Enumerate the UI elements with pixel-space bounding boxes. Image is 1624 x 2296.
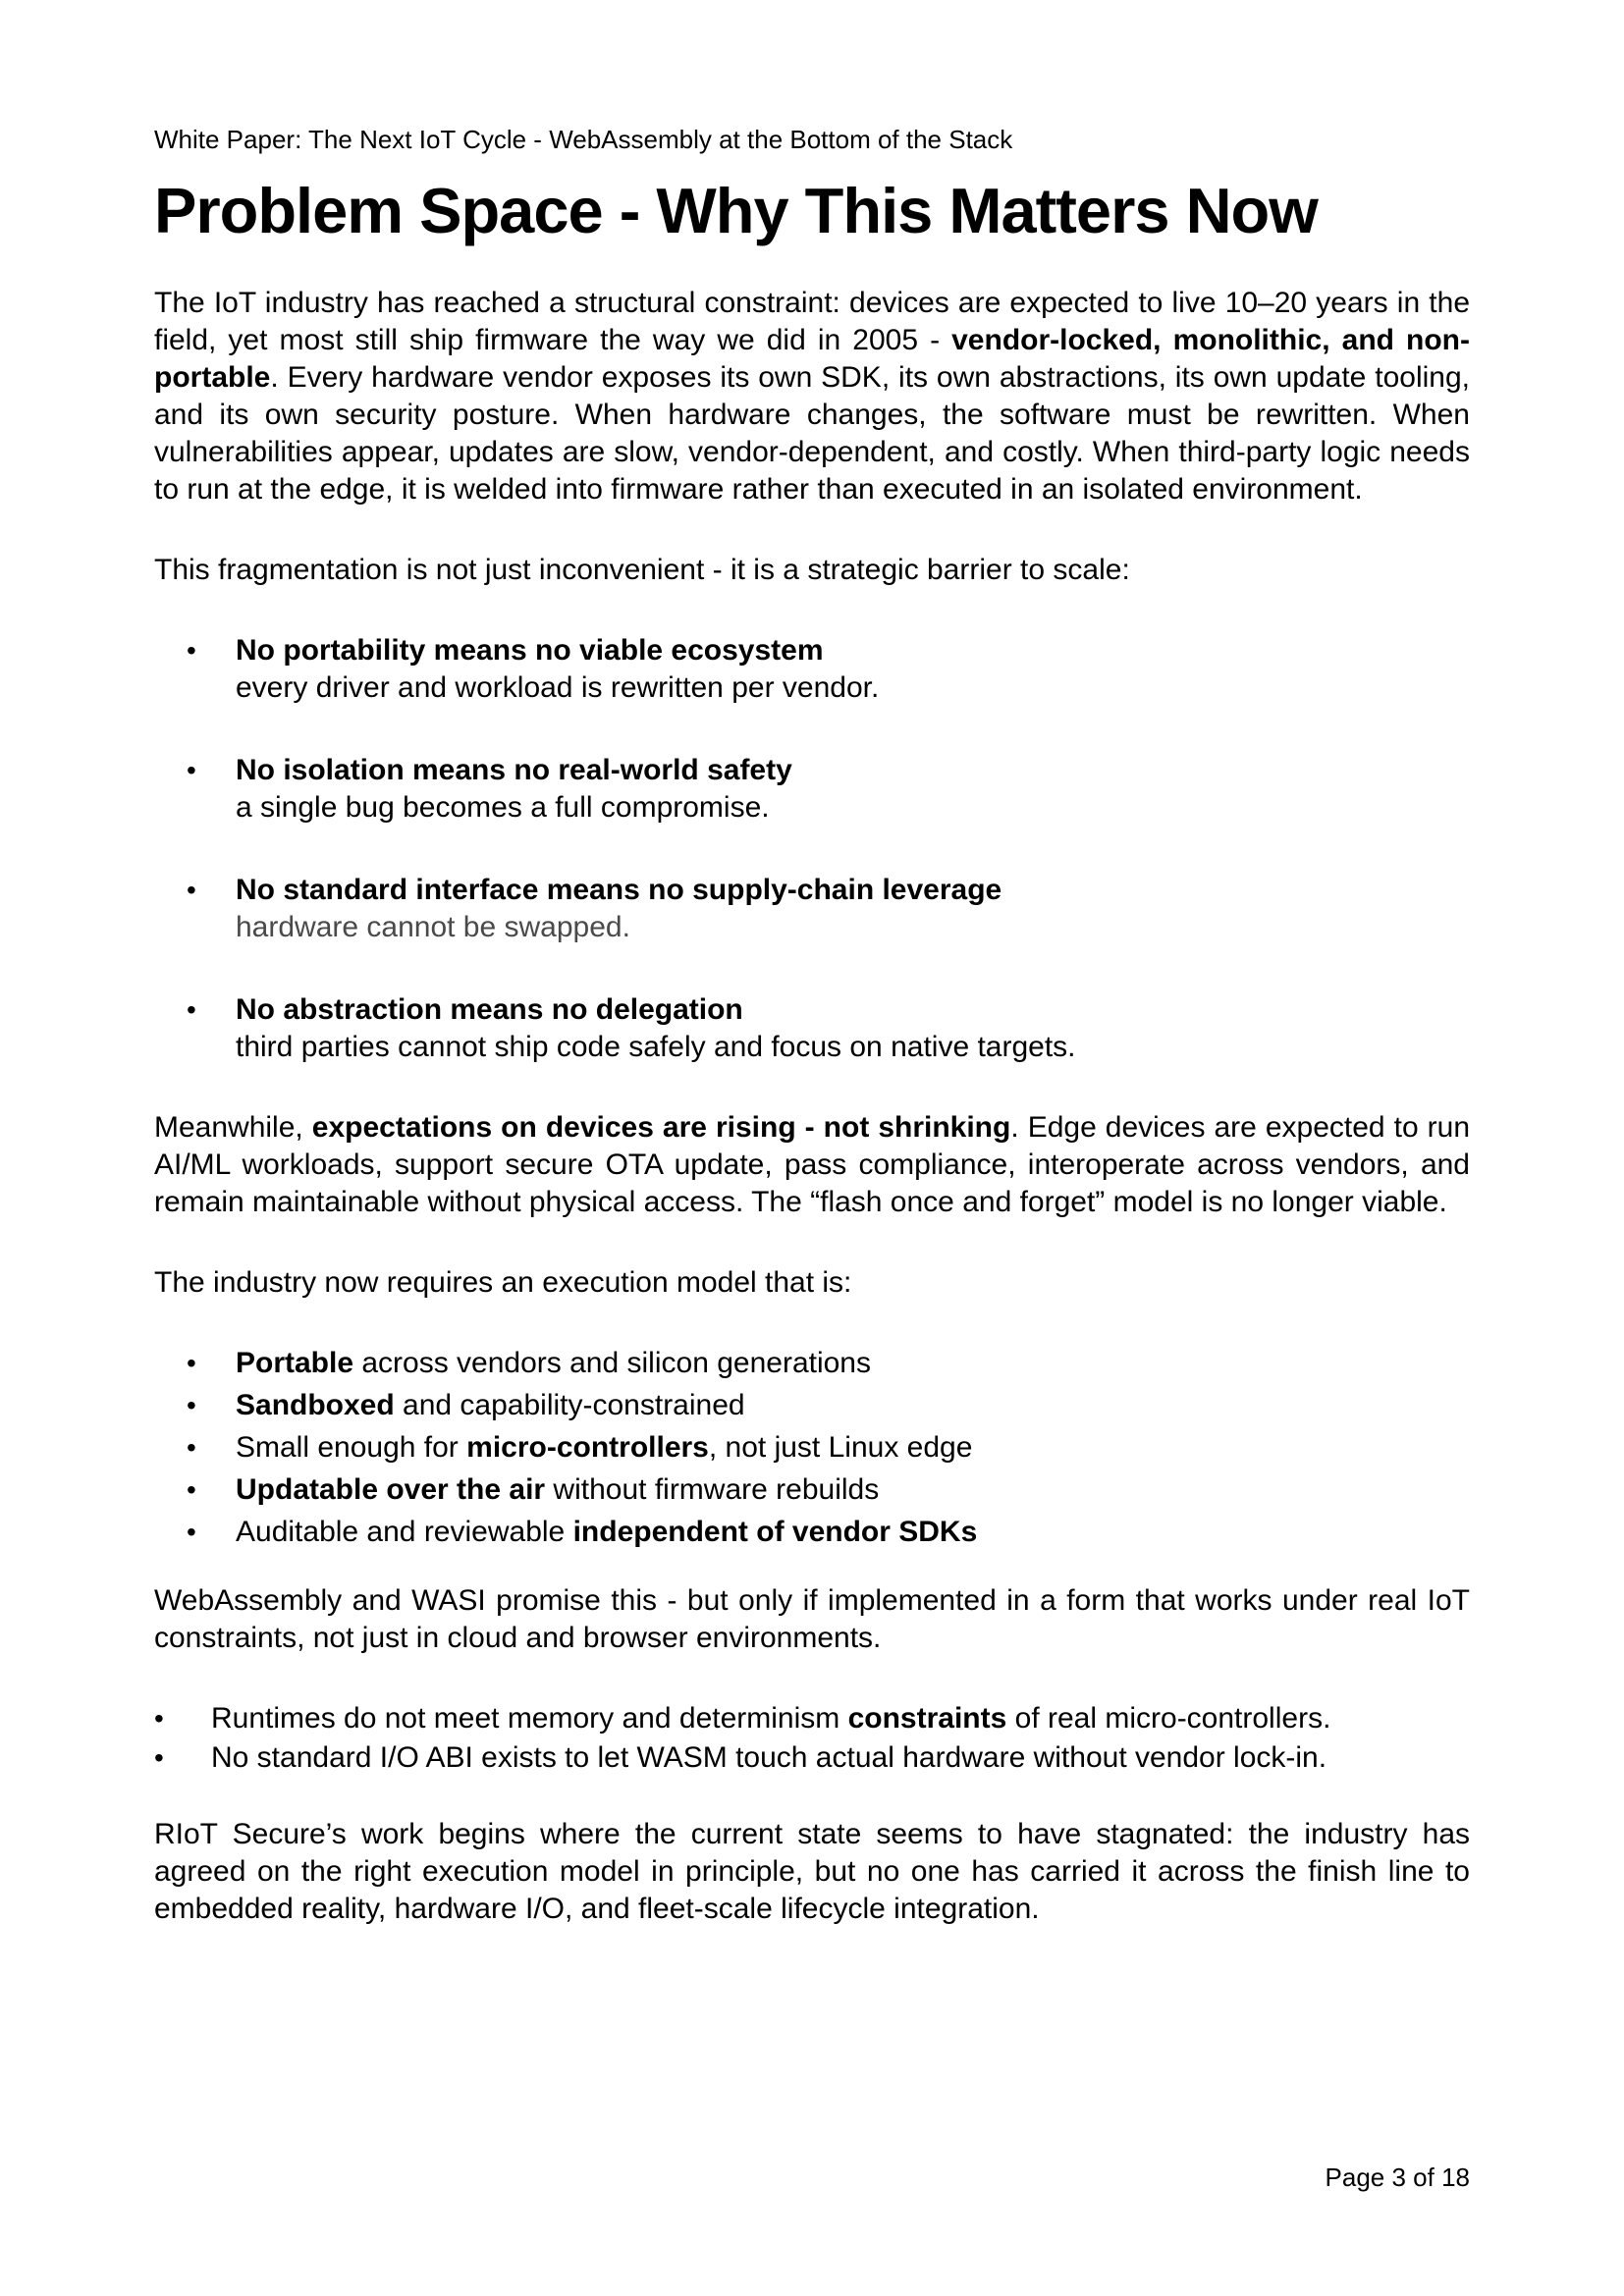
list-item: • Small enough for micro-controllers, not just Linux edge <box>187 1429 1470 1467</box>
list-item: • Auditable and reviewable independent of vendor SDKs <box>187 1514 1470 1551</box>
list-item <box>187 632 1470 707</box>
list-item: • Sandboxed and capability-constrained <box>187 1387 1470 1424</box>
list-item: • Runtimes do not meet memory and determinism constraints of real micro-controllers. <box>154 1700 1470 1737</box>
list-item <box>187 872 1470 946</box>
barrier-list <box>154 632 1470 1066</box>
bullet-icon: • <box>187 1432 196 1463</box>
list-item-title: No isolation means no real-world safety <box>236 754 792 786</box>
list-item-desc: every driver and workload is rewritten per vendor. <box>236 671 880 704</box>
page-number: Page 3 of 18 <box>1325 2163 1470 2192</box>
list-item-title: No standard interface means no supply-chain leverage <box>236 874 1002 906</box>
conclusion-paragraph: RIoT Secure’s work begins where the current state seems to have stagnated: the industry has agreed on the right execution model in principle, but no one has carried it across the finish line to embedded reality, hardware I/O, and fleet-scale lifecycle integration. <box>154 1818 1470 1925</box>
bullet-icon: • <box>187 875 196 905</box>
intro-run-3: . Every hardware vendor exposes its own SDK, its own abstractions, its own update tooling, and its own security posture. When hardware changes, the software must be rewritten. When vulnerabilities appear, updates are slow, vendor-dependent, and costly. When third-party logic needs to run at the edge, it is welded into firmware rather than executed in an isolated environment. <box>154 361 1470 506</box>
requirements-list <box>154 1345 1470 1551</box>
meanwhile-run-3: . Edge devices are expected to run AI/ML workloads, support secure OTA update, pass compliance, interoperate across vendors, and remain maintainable without physical access. The “flash once and forget” model is no longer viable. <box>154 1111 1471 1218</box>
meanwhile-run-2-bold: expectations on devices are rising - not shrinking <box>311 1111 1011 1144</box>
list-item: • No standard I/O ABI exists to let WASM touch actual hardware without vendor lock-in. <box>154 1739 1470 1777</box>
meanwhile-paragraph <box>154 1109 1470 1221</box>
gaps-list <box>154 1700 1470 1777</box>
bullet-icon: • <box>187 755 196 785</box>
list-item-desc: a single bug becomes a full compromise. <box>236 791 770 824</box>
bullet-icon: • <box>187 994 196 1025</box>
list-item: • Updatable over the air without firmware rebuilds <box>187 1471 1470 1509</box>
document-header: White Paper: The Next IoT Cycle - WebAssembly at the Bottom of the Stack <box>154 125 1013 154</box>
bullet-icon: • <box>154 1703 164 1734</box>
bullet-icon: • <box>187 1348 196 1378</box>
intro-run-2-bold: vendor-locked, monolithic, and non-portable <box>154 324 1470 394</box>
list-item-title: No portability means no viable ecosystem <box>236 634 824 667</box>
list-item <box>187 752 1470 827</box>
bullet-icon: • <box>187 1517 196 1547</box>
wasm-promise-paragraph: WebAssembly and WASI promise this - but only if implemented in a form that works under real IoT constraints, not just in cloud and browser environments. <box>154 1584 1470 1654</box>
bullet-icon: • <box>187 635 196 666</box>
meanwhile-run-1: Meanwhile, <box>154 1111 312 1144</box>
intro-run-1: The IoT industry has reached a structural constraint: devices are expected to live 10–20 years in the field, yet most still ship firmware the way we did in 2005 - <box>154 287 1470 356</box>
list-item-title: No abstraction means no delegation <box>236 993 743 1026</box>
bullet-icon: • <box>154 1742 164 1773</box>
list-item: • Portable across vendors and silicon generations <box>187 1345 1470 1382</box>
intro-paragraph <box>154 285 1470 508</box>
requires-intro-paragraph: The industry now requires an execution model that is: <box>154 1266 852 1299</box>
page-title: Problem Space - Why This Matters Now <box>154 175 1318 246</box>
fragmentation-paragraph: This fragmentation is not just inconvenient - it is a strategic barrier to scale: <box>154 554 1130 586</box>
list-item-desc: third parties cannot ship code safely and focus on native targets. <box>236 1031 1076 1063</box>
bullet-icon: • <box>187 1474 196 1505</box>
list-item-desc: hardware cannot be swapped. <box>236 911 630 943</box>
bullet-icon: • <box>187 1390 196 1420</box>
list-item <box>187 991 1470 1066</box>
